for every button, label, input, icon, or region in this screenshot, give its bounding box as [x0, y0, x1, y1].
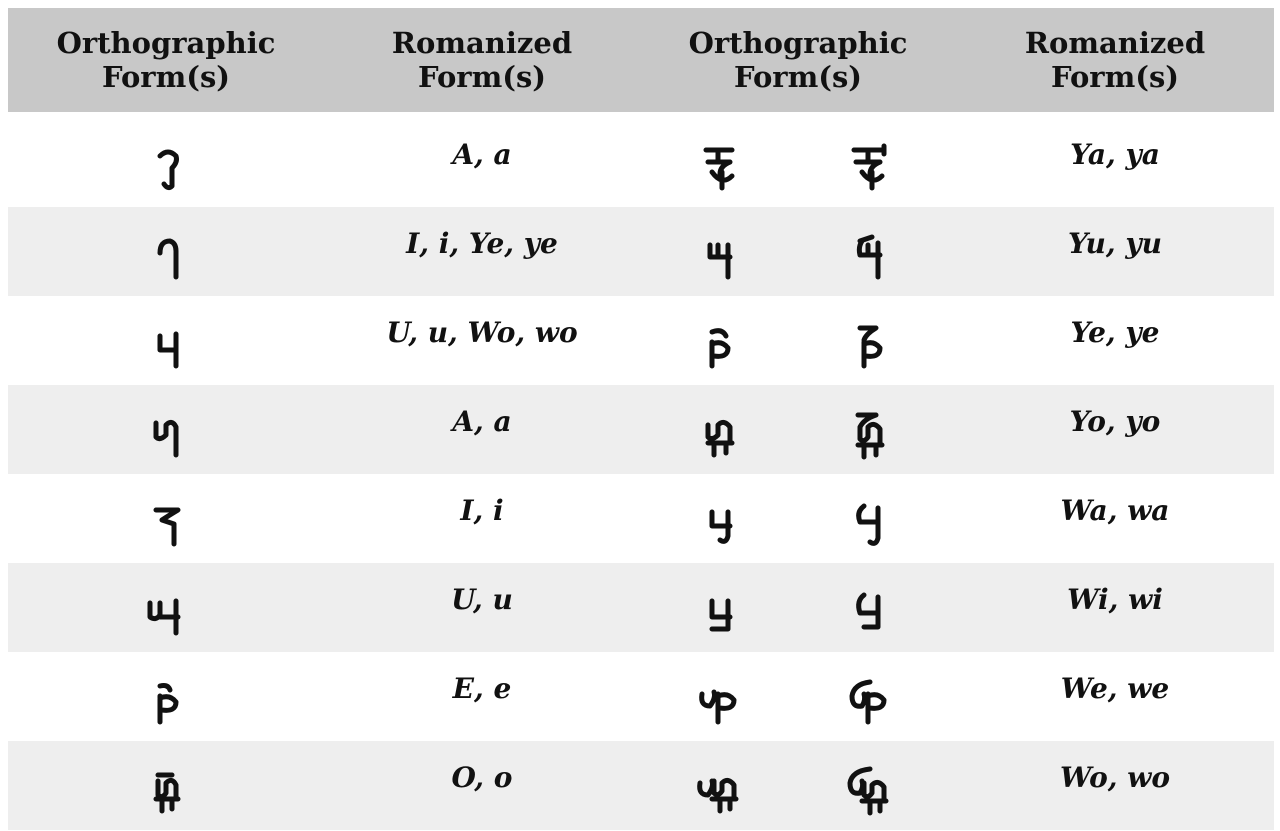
glyph-i2-icon: [138, 498, 198, 548]
glyph-wa-2-icon: [840, 498, 900, 548]
glyph-we-1-icon: [692, 676, 752, 726]
header-romanized-left: Romanized Form(s): [391, 26, 573, 94]
header-orthographic-left: Orthographic Form(s): [56, 26, 276, 94]
glyph-o-icon: [138, 765, 198, 815]
script-table: [8, 8, 1274, 830]
table-row: [8, 563, 1274, 652]
romanized-left: O, o: [451, 761, 513, 794]
romanized-left: U, u, Wo, wo: [386, 316, 578, 349]
glyph-wa-1-icon: [692, 498, 752, 548]
romanized-left: U, u: [451, 583, 513, 616]
romanized-left: E, e: [452, 672, 512, 705]
romanized-left: I, i, Ye, ye: [406, 227, 558, 260]
table-row: [8, 652, 1274, 741]
header-orthographic-right: Orthographic Form(s): [688, 26, 908, 94]
glyph-ye-1-icon: [692, 320, 752, 370]
romanized-right: Wi, wi: [1067, 583, 1163, 616]
table-row: [8, 207, 1274, 296]
glyph-wi-1-icon: [692, 587, 752, 637]
romanized-right: Wa, wa: [1060, 494, 1170, 527]
table-row: [8, 118, 1274, 207]
glyph-u2-icon: [138, 587, 198, 637]
glyph-a-icon: [138, 142, 198, 192]
glyph-ye-2-icon: [840, 320, 900, 370]
glyph-ya-1-icon: [692, 142, 752, 192]
romanized-right: Yu, yu: [1067, 227, 1163, 260]
romanized-right: Wo, wo: [1059, 761, 1171, 794]
romanized-right: We, we: [1060, 672, 1170, 705]
glyph-a2-icon: [138, 409, 198, 459]
table-row: [8, 741, 1274, 830]
table-header: [8, 8, 1274, 112]
glyph-we-2-icon: [840, 676, 900, 726]
glyph-yo-1-icon: [692, 409, 752, 459]
glyph-yo-2-icon: [840, 409, 900, 459]
glyph-wi-2-icon: [840, 587, 900, 637]
romanized-left: A, a: [452, 405, 512, 438]
glyph-wo-1-icon: [692, 765, 752, 815]
glyph-u-icon: [138, 320, 198, 370]
romanized-left: A, a: [452, 138, 512, 171]
romanized-left: I, i: [460, 494, 504, 527]
glyph-ya-2-icon: [840, 142, 900, 192]
glyph-wo-2-icon: [840, 765, 900, 815]
table-row: [8, 296, 1274, 385]
table-row: [8, 474, 1274, 563]
romanized-right: Ya, ya: [1070, 138, 1160, 171]
romanized-right: Ye, ye: [1070, 316, 1160, 349]
glyph-yu-2-icon: [840, 231, 900, 281]
glyph-i-icon: [138, 231, 198, 281]
table-row: [8, 385, 1274, 474]
header-romanized-right: Romanized Form(s): [1024, 26, 1206, 94]
glyph-e-icon: [138, 676, 198, 726]
glyph-yu-1-icon: [692, 231, 752, 281]
romanized-right: Yo, yo: [1069, 405, 1161, 438]
